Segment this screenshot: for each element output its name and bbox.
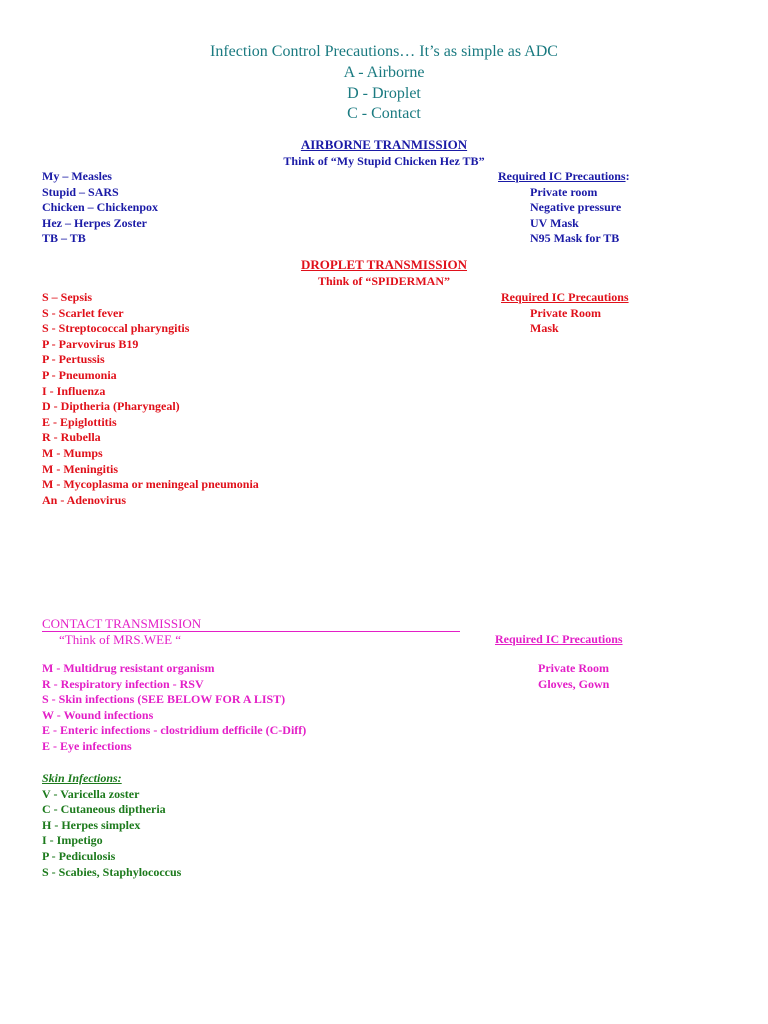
- contact-precautions: [538, 661, 609, 692]
- skin-infections-list: [42, 771, 181, 880]
- list-item: Stupid – SARS: [42, 184, 119, 199]
- list-item: N95 Mask for TB: [530, 231, 620, 246]
- list-item: D - Diptheria (Pharyngeal): [42, 399, 180, 414]
- list-item: Mask: [530, 321, 559, 336]
- list-item: M - Meningitis: [42, 461, 118, 476]
- list-item: M - Multidrug resistant organism: [42, 661, 215, 675]
- list-item: R - Respiratory infection - RSV: [42, 676, 204, 691]
- list-item: Chicken – Chickenpox: [42, 200, 159, 215]
- droplet-precautions: [501, 290, 629, 337]
- list-item: E - Enteric infections - clostridium defficile (C-Diff): [42, 723, 307, 738]
- precautions-heading: Required IC Precautions: [501, 290, 629, 304]
- skin-infections-heading: Skin Infections:: [42, 771, 122, 785]
- list-item: S - Scabies, Staphylococcus: [42, 864, 182, 879]
- list-item: I - Impetigo: [42, 833, 103, 848]
- droplet-heading: DROPLET TRANSMISSION: [300, 257, 468, 272]
- list-item: P - Parvovirus B19: [42, 336, 139, 351]
- airborne-heading: AIRBORNE TRANMISSION: [300, 137, 468, 152]
- airborne-precautions: [498, 169, 630, 247]
- list-item: M - Mumps: [42, 445, 103, 460]
- contact-precautions-heading: Required IC Precautions: [495, 632, 623, 646]
- list-item: UV Mask: [530, 215, 579, 230]
- list-item: C - Cutaneous diptheria: [42, 802, 166, 817]
- list-item: My – Measles: [42, 169, 112, 183]
- list-item: S - Streptococcal pharyngitis: [42, 321, 190, 336]
- list-item: P - Pneumonia: [42, 367, 117, 382]
- list-item: E - Epiglottitis: [42, 414, 117, 429]
- airborne-mnemonic: Think of “My Stupid Chicken Hez TB”: [283, 154, 485, 168]
- title-line-airborne: A - Airborne: [343, 64, 425, 81]
- list-item: An - Adenovirus: [42, 492, 127, 507]
- list-item: Private room: [530, 184, 598, 199]
- list-item: I - Influenza: [42, 383, 106, 398]
- list-item: H - Herpes simplex: [42, 817, 141, 832]
- list-item: S – Sepsis: [42, 290, 93, 304]
- list-item: P - Pediculosis: [42, 848, 116, 863]
- airborne-disease-list: [42, 169, 158, 247]
- list-item: P - Pertussis: [42, 352, 105, 367]
- contact-heading: CONTACT TRANSMISSION: [42, 616, 460, 632]
- title-line-droplet: D - Droplet: [347, 85, 421, 102]
- contact-disease-list: [42, 661, 306, 755]
- list-item: Private Room: [530, 305, 601, 320]
- list-item: V - Varicella zoster: [42, 786, 140, 801]
- list-item: S - Skin infections (SEE BELOW FOR A LIST): [42, 692, 286, 707]
- list-item: S - Scarlet fever: [42, 305, 124, 320]
- list-item: Gloves, Gown: [538, 676, 610, 691]
- list-item: TB – TB: [42, 231, 86, 246]
- list-item: R - Rubella: [42, 430, 101, 445]
- contact-mnemonic: “Think of MRS.WEE “: [59, 632, 182, 647]
- document-title: Infection Control Precautions… It’s as simple as ADC: [210, 43, 558, 60]
- list-item: Private Room: [538, 661, 609, 675]
- droplet-mnemonic: Think of “SPIDERMAN”: [317, 274, 451, 288]
- precautions-heading: Required IC Precautions:: [498, 169, 630, 183]
- droplet-disease-list: [42, 290, 259, 508]
- title-line-contact: C - Contact: [347, 105, 421, 122]
- list-item: Negative pressure: [530, 200, 622, 215]
- list-item: M - Mycoplasma or meningeal pneumonia: [42, 477, 259, 492]
- list-item: Hez – Herpes Zoster: [42, 215, 147, 230]
- list-item: W - Wound infections: [42, 707, 154, 722]
- list-item: E - Eye infections: [42, 738, 132, 753]
